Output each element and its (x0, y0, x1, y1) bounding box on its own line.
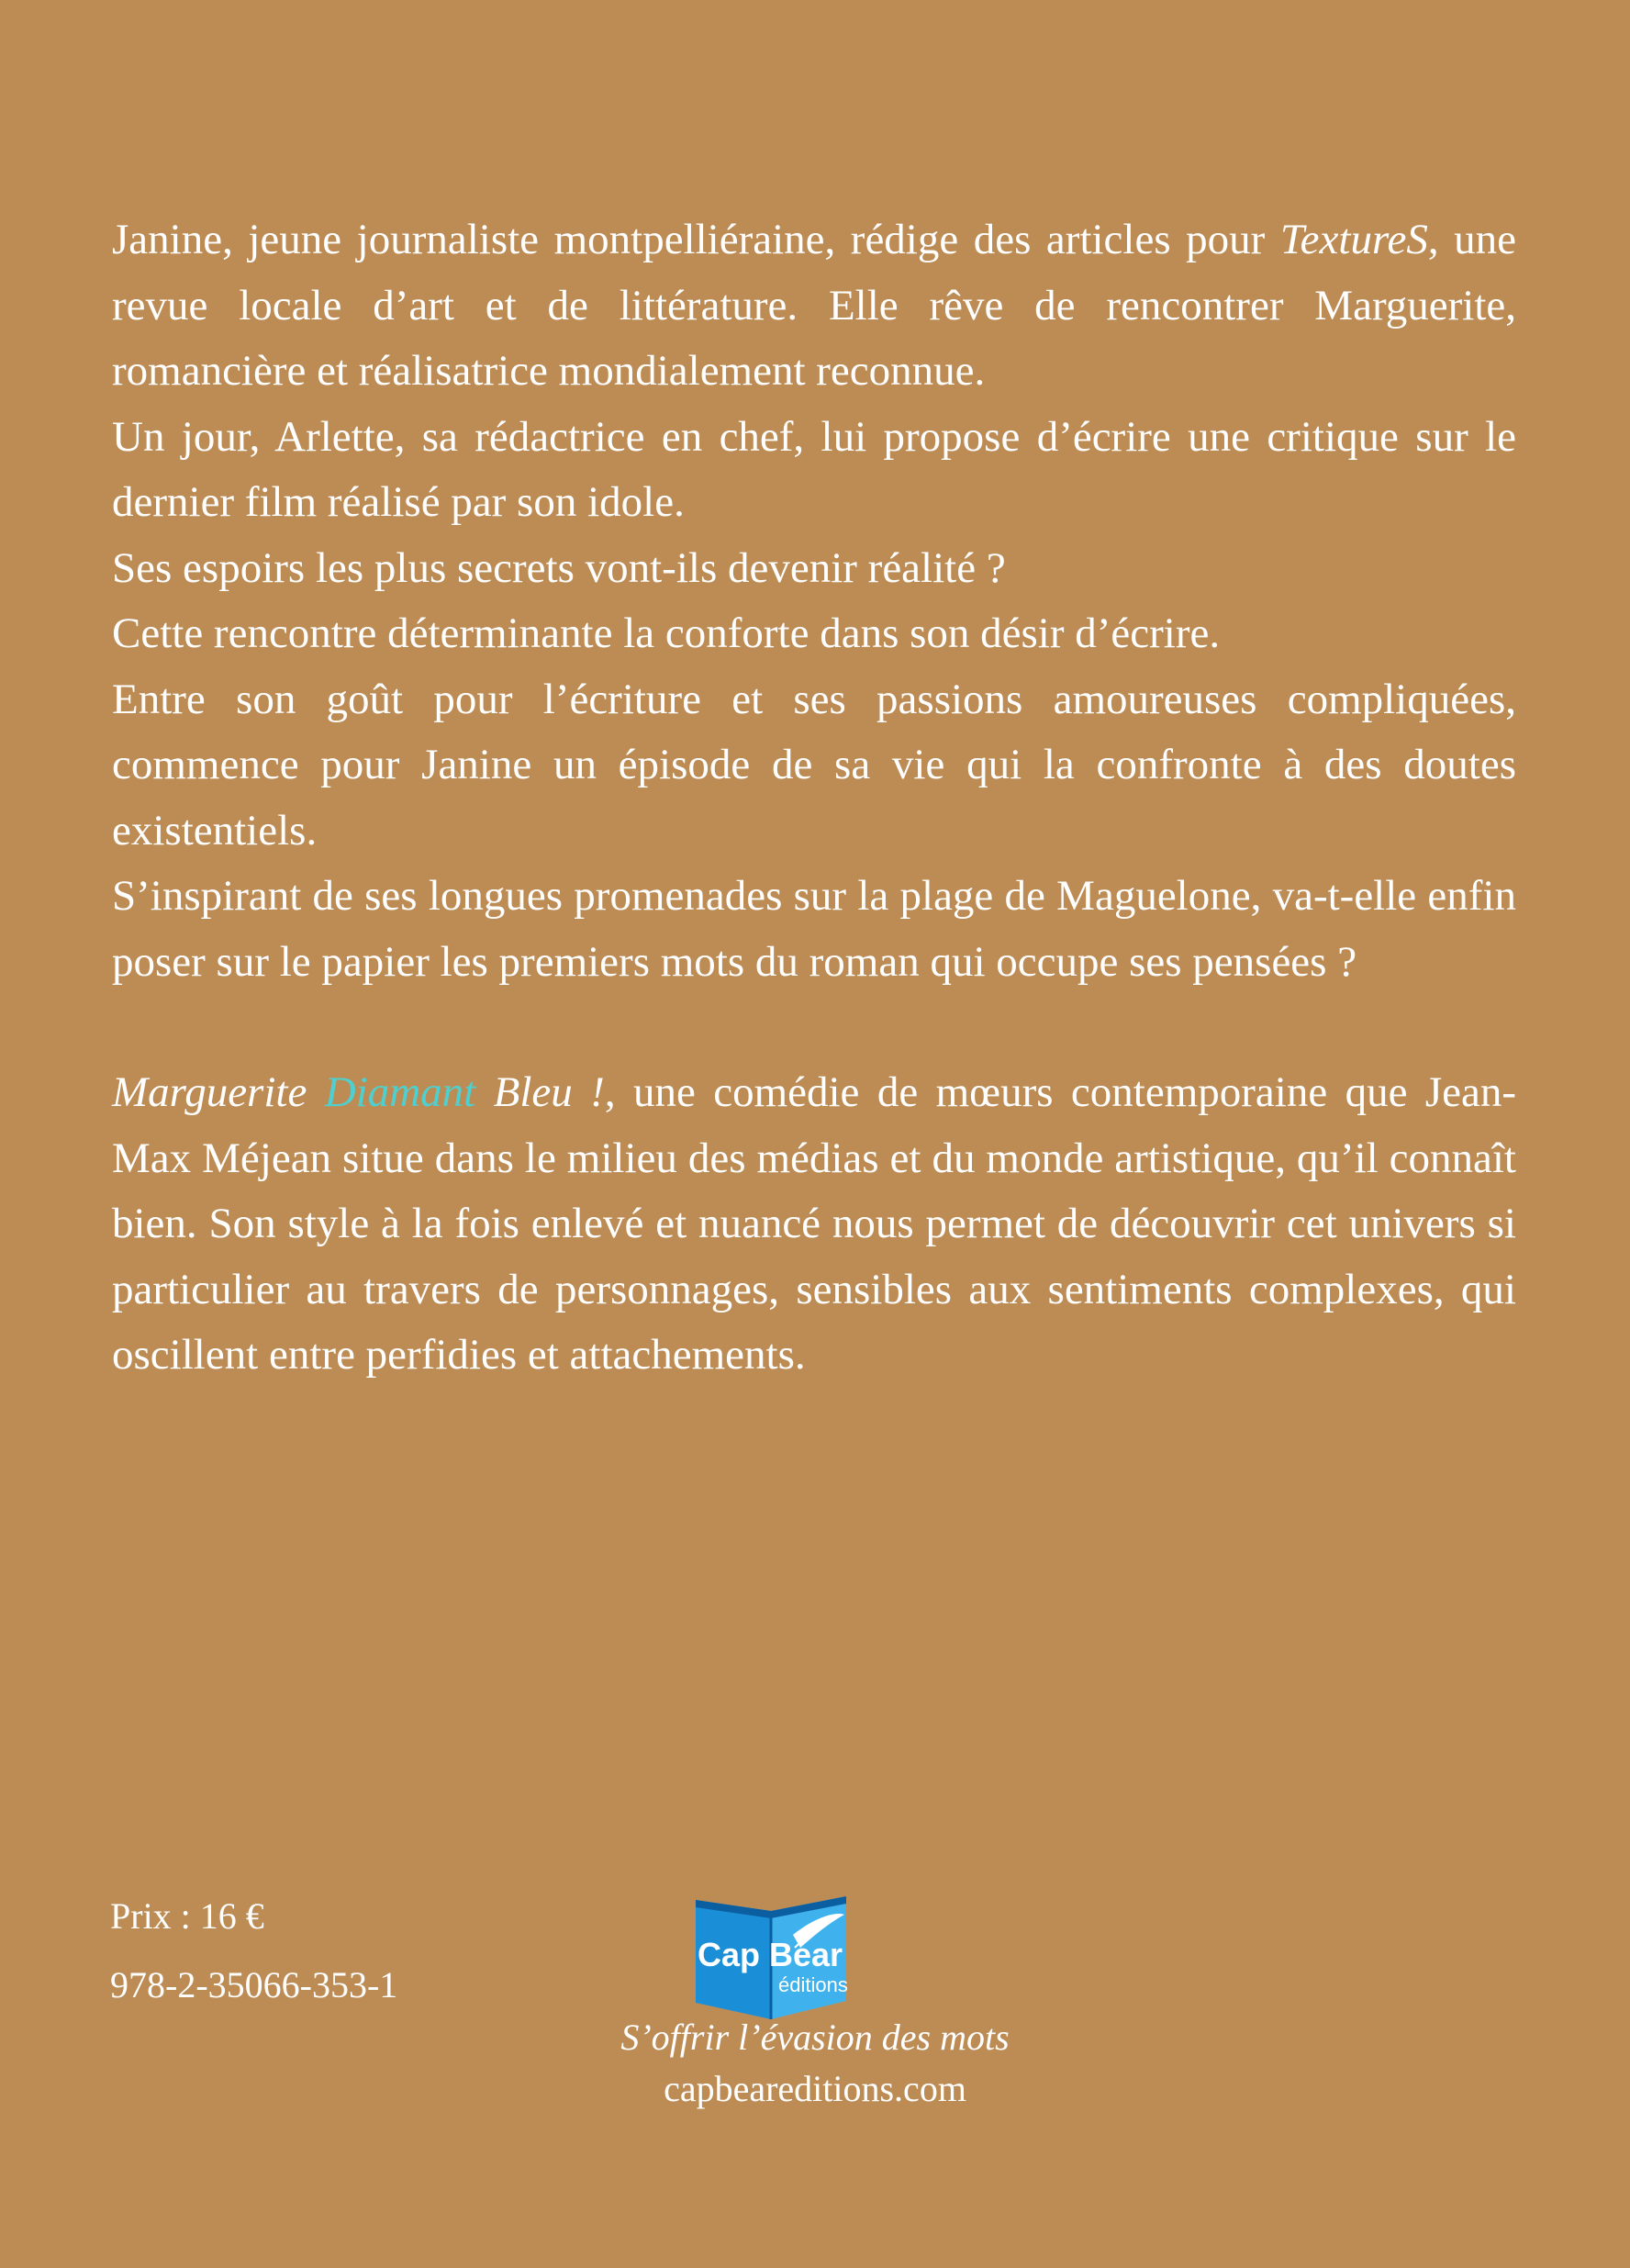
synopsis (112, 207, 1516, 995)
synopsis-paragraph-2: Un jour, Arlette, sa rédactrice en chef, lui propose d’écrire une critique sur le dernier film réalisé par son idole. (112, 412, 1516, 526)
publisher-tagline: S’offrir l’évasion des mots (620, 2017, 1010, 2058)
capbear-logo (690, 1883, 852, 2021)
synopsis-paragraph-5: Entre son goût pour l’écriture et ses passions amoureuses compliquées, commence pour Janine un épisode de sa vie qui la confronte à des doutes existentiels. (112, 675, 1516, 855)
book-title-part-1: Marguerite (112, 1068, 325, 1116)
price-label: Prix : 16 € (110, 1895, 264, 1937)
book-title-accent: Diamant (324, 1068, 476, 1116)
synopsis-paragraph-4: Cette rencontre déterminante la conforte dans son désir d’écrire. (112, 609, 1221, 657)
logo-word-cap: Cap (698, 1936, 761, 1973)
book-title-part-2: Bleu ! (475, 1068, 605, 1116)
synopsis-text: Janine, jeune journaliste montpelliéraine, rédige des articles pour (112, 216, 1280, 263)
logo-word-editions: éditions (778, 1973, 848, 1996)
isbn-number: 978-2-35066-353-1 (110, 1964, 398, 2005)
publisher-website[interactable]: capbeareditions.com (664, 2068, 966, 2109)
logo-word-bear: Bear (769, 1936, 843, 1973)
blurb-text: , une comédie de mœurs contemporaine que Jean-Max Méjean situe dans le milieu des médias et du monde artistique, qu’il connaît bien. Son style à la fois enlevé et nuancé nous permet de découvrir cet univers si particulier au travers de personnages, sensibles aux sentiments complexes, qui oscillent entre perfidies et attachements. (112, 1068, 1517, 1379)
synopsis-paragraph-3: Ses espoirs les plus secrets vont-ils devenir réalité ? (112, 543, 1006, 592)
synopsis-text: , une revue locale d’art et de littérature. Elle rêve de rencontrer Marguerite, romancière et réalisatrice mondialement reconnue. (112, 216, 1516, 395)
synopsis-paragraph-6: S’inspirant de ses longues promenades sur la plage de Maguelone, va-t-elle enfin poser sur le papier les premiers mots du roman qui occupe ses pensées ? (112, 872, 1516, 986)
book-blurb (112, 1060, 1516, 1389)
magazine-title: TextureS (1279, 216, 1428, 263)
synopsis-paragraph-1 (112, 207, 1516, 405)
